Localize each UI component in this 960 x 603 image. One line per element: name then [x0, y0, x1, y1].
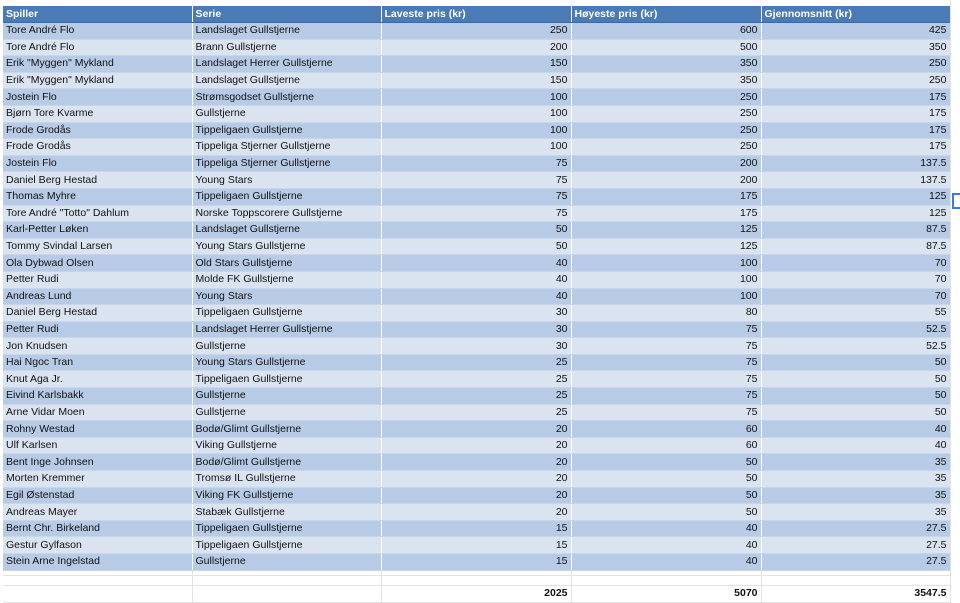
cell-hoyeste-pris[interactable]: 600: [571, 23, 761, 40]
cell-spiller[interactable]: Daniel Berg Hestad: [3, 305, 192, 322]
cell-serie[interactable]: Viking FK Gullstjerne: [192, 487, 381, 504]
cell-hoyeste-pris[interactable]: 50: [571, 504, 761, 521]
cell-hoyeste-pris[interactable]: 100: [571, 271, 761, 288]
cell-gjennomsnitt[interactable]: 425: [761, 23, 950, 40]
cell-laveste-pris[interactable]: 25: [381, 371, 571, 388]
cell-laveste-pris[interactable]: 20: [381, 487, 571, 504]
cell-hoyeste-pris[interactable]: 75: [571, 321, 761, 338]
cell-laveste-pris[interactable]: 20: [381, 454, 571, 471]
table-row: [3, 338, 950, 355]
cell-laveste-pris[interactable]: 100: [381, 122, 571, 139]
cell-serie[interactable]: Brann Gullstjerne: [192, 39, 381, 56]
cell-laveste-pris[interactable]: 200: [381, 39, 571, 56]
cell-hoyeste-pris[interactable]: 75: [571, 404, 761, 421]
cell-hoyeste-pris[interactable]: 100: [571, 288, 761, 305]
cell-gjennomsnitt[interactable]: 35: [761, 471, 950, 488]
cell-hoyeste-pris[interactable]: 250: [571, 139, 761, 156]
table-row: [3, 139, 950, 156]
cell-serie[interactable]: Bodø/Glimt Gullstjerne: [192, 421, 381, 438]
table-row: [3, 122, 950, 139]
cell-serie[interactable]: Landslaget Herrer Gullstjerne: [192, 321, 381, 338]
cell-hoyeste-pris[interactable]: 200: [571, 155, 761, 172]
cell-serie[interactable]: Tippeligaen Gullstjerne: [192, 537, 381, 554]
cell-laveste-pris[interactable]: 40: [381, 288, 571, 305]
cell-hoyeste-pris[interactable]: 75: [571, 371, 761, 388]
cell-laveste-pris[interactable]: 75: [381, 172, 571, 189]
cell-hoyeste-pris[interactable]: 60: [571, 437, 761, 454]
cell-spiller[interactable]: Erik "Myggen" Mykland: [3, 56, 192, 73]
table-row: [3, 222, 950, 239]
cell-gjennomsnitt[interactable]: 70: [761, 288, 950, 305]
cell-hoyeste-pris[interactable]: 40: [571, 537, 761, 554]
cell-gjennomsnitt[interactable]: 52.5: [761, 338, 950, 355]
cell-hoyeste-pris[interactable]: 350: [571, 56, 761, 73]
cell-laveste-pris[interactable]: 75: [381, 155, 571, 172]
cell-laveste-pris[interactable]: 20: [381, 504, 571, 521]
cell-laveste-pris[interactable]: 75: [381, 205, 571, 222]
cell-hoyeste-pris[interactable]: 350: [571, 72, 761, 89]
cell-hoyeste-pris[interactable]: 80: [571, 305, 761, 322]
cell-laveste-pris[interactable]: 150: [381, 56, 571, 73]
cell-spiller[interactable]: Petter Rudi: [3, 271, 192, 288]
cell-laveste-pris[interactable]: 250: [381, 23, 571, 40]
cell-hoyeste-pris[interactable]: 75: [571, 338, 761, 355]
cell-hoyeste-pris[interactable]: 75: [571, 354, 761, 371]
cell-serie[interactable]: Young Stars: [192, 172, 381, 189]
header-spiller[interactable]: Spiller: [3, 6, 192, 23]
cell-serie[interactable]: Tippeligaen Gullstjerne: [192, 122, 381, 139]
table-row: [3, 255, 950, 272]
cell-gjennomsnitt[interactable]: 50: [761, 404, 950, 421]
header-gjennomsnitt[interactable]: Gjennomsnitt (kr): [761, 6, 950, 23]
cell-hoyeste-pris[interactable]: 250: [571, 105, 761, 122]
table-row: [3, 89, 950, 106]
cell-serie[interactable]: Gullstjerne: [192, 388, 381, 405]
table-row: [3, 537, 950, 554]
cell-gjennomsnitt[interactable]: 50: [761, 354, 950, 371]
cell-spiller[interactable]: Tore André Flo: [3, 23, 192, 40]
header-laveste-pris[interactable]: Laveste pris (kr): [381, 6, 571, 23]
cell-gjennomsnitt[interactable]: 40: [761, 437, 950, 454]
cell-spiller[interactable]: Bent Inge Johnsen: [3, 454, 192, 471]
cell-spiller[interactable]: Knut Aga Jr.: [3, 371, 192, 388]
table-row: [3, 205, 950, 222]
cell-gjennomsnitt[interactable]: 50: [761, 388, 950, 405]
cell-gjennomsnitt[interactable]: 70: [761, 255, 950, 272]
cell-spiller[interactable]: Petter Rudi: [3, 321, 192, 338]
cell-hoyeste-pris[interactable]: 175: [571, 205, 761, 222]
cell-laveste-pris[interactable]: 150: [381, 72, 571, 89]
table-row: [3, 404, 950, 421]
cell-spiller[interactable]: Karl-Petter Løken: [3, 222, 192, 239]
table-row: [3, 56, 950, 73]
cell-gjennomsnitt[interactable]: 175: [761, 139, 950, 156]
cell-serie[interactable]: Young Stars Gullstjerne: [192, 238, 381, 255]
table-row: [3, 72, 950, 89]
table-row: [3, 371, 950, 388]
table-row: [3, 288, 950, 305]
table-row: [3, 471, 950, 488]
cell-spiller[interactable]: Egil Østenstad: [3, 487, 192, 504]
cell-serie[interactable]: Viking Gullstjerne: [192, 437, 381, 454]
cell-serie[interactable]: Landslaget Herrer Gullstjerne: [192, 56, 381, 73]
cell-spiller[interactable]: Andreas Lund: [3, 288, 192, 305]
cell-spiller[interactable]: Andreas Mayer: [3, 504, 192, 521]
table-row: [3, 39, 950, 56]
cell-spiller[interactable]: Frode Grodås: [3, 122, 192, 139]
cell-laveste-pris[interactable]: 20: [381, 437, 571, 454]
cell-gjennomsnitt[interactable]: 35: [761, 454, 950, 471]
cell-laveste-pris[interactable]: 15: [381, 537, 571, 554]
total-laveste-pris[interactable]: 2025: [381, 585, 571, 602]
cell-gjennomsnitt[interactable]: 137.5: [761, 172, 950, 189]
empty-grid-area: [3, 575, 950, 588]
cell-spiller[interactable]: Hai Ngoc Tran: [3, 354, 192, 371]
cell-laveste-pris[interactable]: 15: [381, 520, 571, 537]
cell-serie[interactable]: Landslaget Gullstjerne: [192, 23, 381, 40]
table-row: [3, 421, 950, 438]
table-row: [3, 437, 950, 454]
cell-laveste-pris[interactable]: 40: [381, 255, 571, 272]
header-hoyeste-pris[interactable]: Høyeste pris (kr): [571, 6, 761, 23]
cell-hoyeste-pris[interactable]: 250: [571, 89, 761, 106]
cell-laveste-pris[interactable]: 30: [381, 321, 571, 338]
cell-gjennomsnitt[interactable]: 175: [761, 122, 950, 139]
cell-laveste-pris[interactable]: 75: [381, 188, 571, 205]
table-row: [3, 305, 950, 322]
cell-selection-cursor[interactable]: [952, 193, 960, 209]
cell-spiller[interactable]: Tore André "Totto" Dahlum: [3, 205, 192, 222]
cell-hoyeste-pris[interactable]: 50: [571, 471, 761, 488]
cell-serie[interactable]: Tippeligaen Gullstjerne: [192, 371, 381, 388]
cell-laveste-pris[interactable]: 100: [381, 89, 571, 106]
cell-gjennomsnitt[interactable]: 175: [761, 89, 950, 106]
cell-hoyeste-pris[interactable]: 125: [571, 222, 761, 239]
cell-serie[interactable]: Old Stars Gullstjerne: [192, 255, 381, 272]
cell-laveste-pris[interactable]: 40: [381, 271, 571, 288]
cell-gjennomsnitt[interactable]: 350: [761, 39, 950, 56]
cell-laveste-pris[interactable]: 50: [381, 222, 571, 239]
cell-spiller[interactable]: Jostein Flo: [3, 155, 192, 172]
table-row: [3, 520, 950, 537]
cell-spiller[interactable]: Arne Vidar Moen: [3, 404, 192, 421]
cell-hoyeste-pris[interactable]: 75: [571, 388, 761, 405]
cell-serie[interactable]: Tippeligaen Gullstjerne: [192, 188, 381, 205]
cell-serie[interactable]: Molde FK Gullstjerne: [192, 271, 381, 288]
cell-serie[interactable]: Tippeliga Stjerner Gullstjerne: [192, 155, 381, 172]
cell-hoyeste-pris[interactable]: 50: [571, 487, 761, 504]
table-row: [3, 354, 950, 371]
cell-hoyeste-pris[interactable]: 200: [571, 172, 761, 189]
cell-gjennomsnitt[interactable]: 27.5: [761, 520, 950, 537]
cell-gjennomsnitt[interactable]: 87.5: [761, 222, 950, 239]
cell-laveste-pris[interactable]: 100: [381, 139, 571, 156]
cell-serie[interactable]: Tippeligaen Gullstjerne: [192, 520, 381, 537]
cell-serie[interactable]: Tromsø IL Gullstjerne: [192, 471, 381, 488]
table-row: [3, 172, 950, 189]
cell-hoyeste-pris[interactable]: 60: [571, 421, 761, 438]
table-row: [3, 105, 950, 122]
cell-serie[interactable]: Stabæk Gullstjerne: [192, 504, 381, 521]
cell-hoyeste-pris[interactable]: 175: [571, 188, 761, 205]
table-row: [3, 454, 950, 471]
cell-serie[interactable]: Gullstjerne: [192, 338, 381, 355]
cell-spiller[interactable]: Bjørn Tore Kvarme: [3, 105, 192, 122]
table-row: [3, 487, 950, 504]
cell-laveste-pris[interactable]: 25: [381, 388, 571, 405]
cell-laveste-pris[interactable]: 30: [381, 338, 571, 355]
cell-gjennomsnitt[interactable]: 250: [761, 72, 950, 89]
cell-spiller[interactable]: Eivind Karlsbakk: [3, 388, 192, 405]
cell-spiller[interactable]: Morten Kremmer: [3, 471, 192, 488]
cell-spiller[interactable]: Thomas Myhre: [3, 188, 192, 205]
cell-gjennomsnitt[interactable]: 250: [761, 56, 950, 73]
cell-laveste-pris[interactable]: 100: [381, 105, 571, 122]
cell-spiller[interactable]: Jostein Flo: [3, 89, 192, 106]
total-hoyeste-pris[interactable]: 5070: [571, 585, 761, 602]
cell-gjennomsnitt[interactable]: 52.5: [761, 321, 950, 338]
cell-serie[interactable]: Gullstjerne: [192, 554, 381, 571]
cell-gjennomsnitt[interactable]: 125: [761, 188, 950, 205]
cell-gjennomsnitt[interactable]: 27.5: [761, 554, 950, 571]
table-row: [3, 188, 950, 205]
cell-serie[interactable]: Tippeligaen Gullstjerne: [192, 305, 381, 322]
header-row: [3, 6, 950, 23]
cell-hoyeste-pris[interactable]: 100: [571, 255, 761, 272]
cell-serie[interactable]: Bodø/Glimt Gullstjerne: [192, 454, 381, 471]
table-row: [3, 238, 950, 255]
cell-spiller[interactable]: Jon Knudsen: [3, 338, 192, 355]
cell-spiller[interactable]: Stein Arne Ingelstad: [3, 554, 192, 571]
cell-hoyeste-pris[interactable]: 50: [571, 454, 761, 471]
cell-gjennomsnitt[interactable]: 87.5: [761, 238, 950, 255]
cell-laveste-pris[interactable]: 25: [381, 354, 571, 371]
cell-spiller[interactable]: Ola Dybwad Olsen: [3, 255, 192, 272]
cell-serie[interactable]: Tippeliga Stjerner Gullstjerne: [192, 139, 381, 156]
cell-hoyeste-pris[interactable]: 40: [571, 554, 761, 571]
cell-hoyeste-pris[interactable]: 40: [571, 520, 761, 537]
cell-gjennomsnitt[interactable]: 40: [761, 421, 950, 438]
cell-hoyeste-pris[interactable]: 250: [571, 122, 761, 139]
grid-column-edge: [950, 0, 951, 587]
cell-gjennomsnitt[interactable]: 137.5: [761, 155, 950, 172]
table-row: [3, 388, 950, 405]
cell-serie[interactable]: Young Stars: [192, 288, 381, 305]
cell-laveste-pris[interactable]: 15: [381, 554, 571, 571]
cell-spiller[interactable]: Bernt Chr. Birkeland: [3, 520, 192, 537]
cell-gjennomsnitt[interactable]: 35: [761, 487, 950, 504]
cell-spiller[interactable]: Daniel Berg Hestad: [3, 172, 192, 189]
cell-gjennomsnitt[interactable]: 50: [761, 371, 950, 388]
cell-spiller[interactable]: Gestur Gylfason: [3, 537, 192, 554]
cell-gjennomsnitt[interactable]: 125: [761, 205, 950, 222]
table-row: [3, 155, 950, 172]
cell-spiller[interactable]: Erik "Myggen" Mykland: [3, 72, 192, 89]
cell-laveste-pris[interactable]: 25: [381, 404, 571, 421]
total-gjennomsnitt[interactable]: 3547.5: [761, 585, 950, 602]
cell-gjennomsnitt[interactable]: 35: [761, 504, 950, 521]
cell-laveste-pris[interactable]: 20: [381, 421, 571, 438]
cell-gjennomsnitt[interactable]: 70: [761, 271, 950, 288]
cell-spiller[interactable]: Tommy Svindal Larsen: [3, 238, 192, 255]
price-table: [3, 6, 951, 603]
cell-serie[interactable]: Strømsgodset Gullstjerne: [192, 89, 381, 106]
table-row: [3, 321, 950, 338]
cell-serie[interactable]: Landslaget Gullstjerne: [192, 72, 381, 89]
cell-hoyeste-pris[interactable]: 125: [571, 238, 761, 255]
cell-serie[interactable]: Norske Toppscorere Gullstjerne: [192, 205, 381, 222]
cell-gjennomsnitt[interactable]: 27.5: [761, 537, 950, 554]
table-row: [3, 23, 950, 40]
table-row: [3, 554, 950, 571]
cell-hoyeste-pris[interactable]: 500: [571, 39, 761, 56]
cell-spiller[interactable]: Tore André Flo: [3, 39, 192, 56]
cell-serie[interactable]: Gullstjerne: [192, 105, 381, 122]
cell-spiller[interactable]: Rohny Westad: [3, 421, 192, 438]
cell-spiller[interactable]: Ulf Karlsen: [3, 437, 192, 454]
cell-gjennomsnitt[interactable]: 55: [761, 305, 950, 322]
table-row: [3, 271, 950, 288]
cell-serie[interactable]: Young Stars Gullstjerne: [192, 354, 381, 371]
table-row: [3, 504, 950, 521]
cell-laveste-pris[interactable]: 50: [381, 238, 571, 255]
cell-serie[interactable]: Landslaget Gullstjerne: [192, 222, 381, 239]
cell-spiller[interactable]: Frode Grodås: [3, 139, 192, 156]
cell-gjennomsnitt[interactable]: 175: [761, 105, 950, 122]
cell-laveste-pris[interactable]: 30: [381, 305, 571, 322]
cell-laveste-pris[interactable]: 20: [381, 471, 571, 488]
header-serie[interactable]: Serie: [192, 6, 381, 23]
cell-serie[interactable]: Gullstjerne: [192, 404, 381, 421]
